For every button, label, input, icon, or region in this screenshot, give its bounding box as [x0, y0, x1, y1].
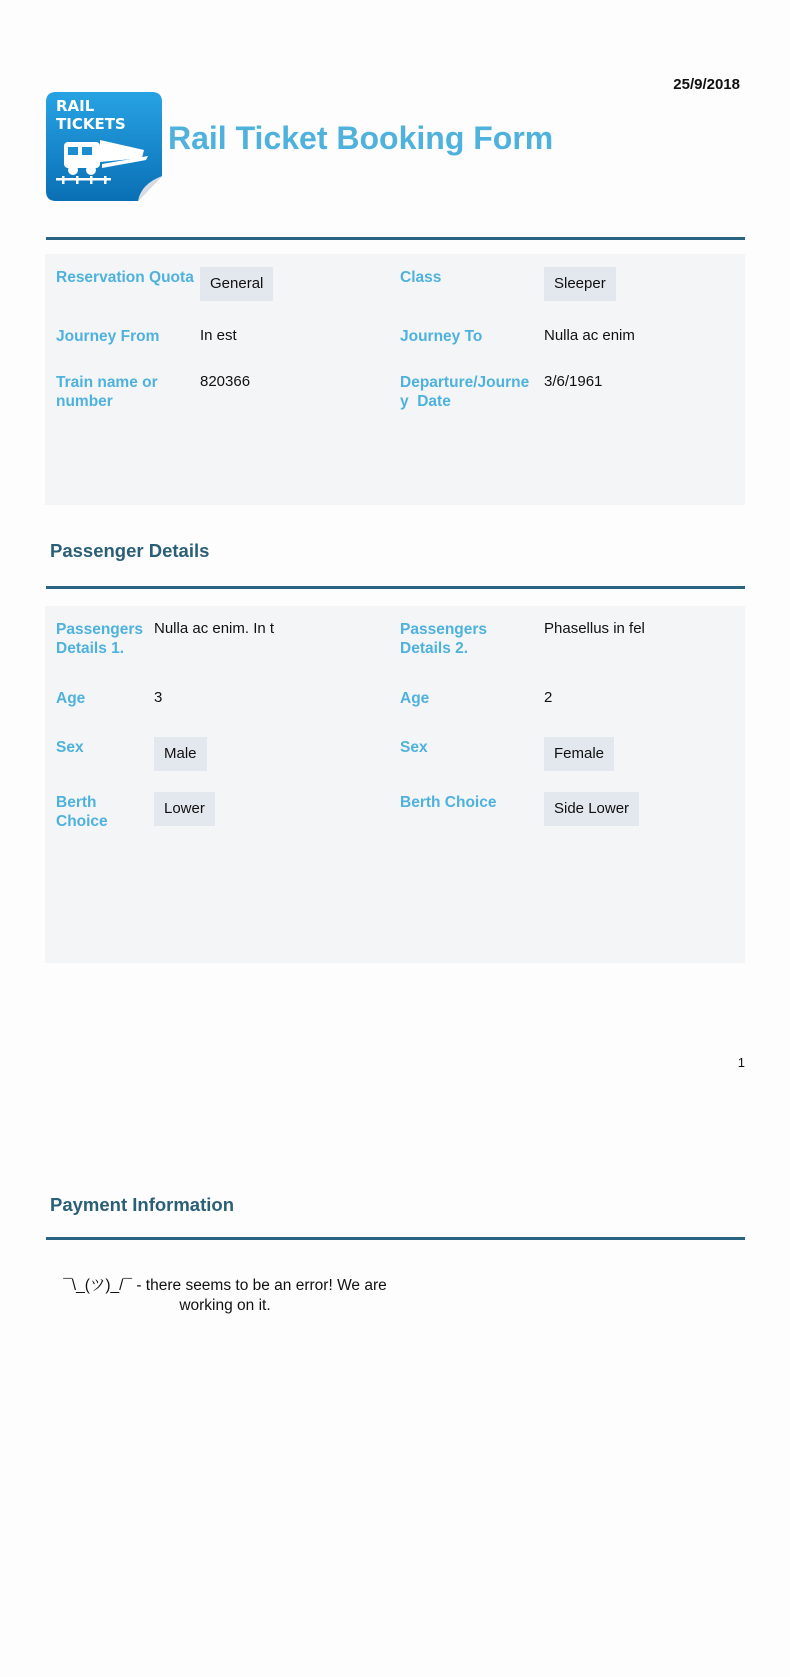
page-title: Rail Ticket Booking Form [168, 120, 554, 156]
passenger-2-label: Passengers Details 2. [400, 621, 488, 657]
passenger-panel [45, 606, 745, 963]
passenger-1-age: 3 [154, 689, 163, 706]
passenger-2-age: 2 [544, 689, 553, 706]
form-date: 25/9/2018 [673, 76, 740, 93]
passenger-2-berth-label: Berth Choice [400, 794, 497, 811]
payment-error-message: ¯\_(ツ)_/¯ - there seems to be an error! We are working on it. [63, 1277, 387, 1314]
departure-date-value: 3/6/1961 [544, 373, 603, 390]
reservation-quota-label: Reservation Quota [56, 269, 194, 286]
departure-date-label: Departure/Journe y Date [400, 374, 530, 410]
journey-from-label: Journey From [56, 328, 160, 345]
divider-journey [46, 237, 745, 240]
passenger-2-sex: Female [544, 737, 614, 771]
logo-text-rail: RAIL [56, 97, 95, 115]
passenger-1-sex: Male [154, 737, 207, 771]
passenger-details-heading: Passenger Details [50, 540, 210, 561]
journey-panel [45, 254, 745, 505]
journey-from-value: In est [200, 327, 237, 344]
passenger-2-berth: Side Lower [544, 792, 639, 826]
passenger-1-label: Passengers Details 1. [56, 621, 144, 657]
divider-passengers [46, 586, 745, 589]
passenger-2-name: Phasellus in fel [544, 620, 645, 637]
journey-to-value: Nulla ac enim [544, 327, 635, 344]
train-label: Train name or number [56, 374, 158, 410]
page-number: 1 [737, 1055, 745, 1070]
train-value: 820366 [200, 373, 251, 390]
journey-to-label: Journey To [400, 328, 483, 345]
class-label: Class [400, 269, 442, 286]
passenger-1-berth-label: Berth Choice [56, 794, 108, 830]
payment-information-heading: Payment Information [50, 1194, 234, 1215]
passenger-1-berth: Lower [154, 792, 215, 826]
logo-text-tickets: TICKETS [56, 115, 126, 133]
passenger-1-age-label: Age [56, 690, 86, 707]
passenger-2-sex-label: Sex [400, 739, 428, 756]
class-value: Sleeper [544, 267, 616, 301]
divider-payment [46, 1237, 745, 1240]
passenger-2-age-label: Age [400, 690, 430, 707]
passenger-1-name: Nulla ac enim. In t [154, 620, 275, 637]
reservation-quota-value: General [200, 267, 273, 301]
passenger-1-sex-label: Sex [56, 739, 84, 756]
rail-tickets-logo [46, 92, 162, 201]
